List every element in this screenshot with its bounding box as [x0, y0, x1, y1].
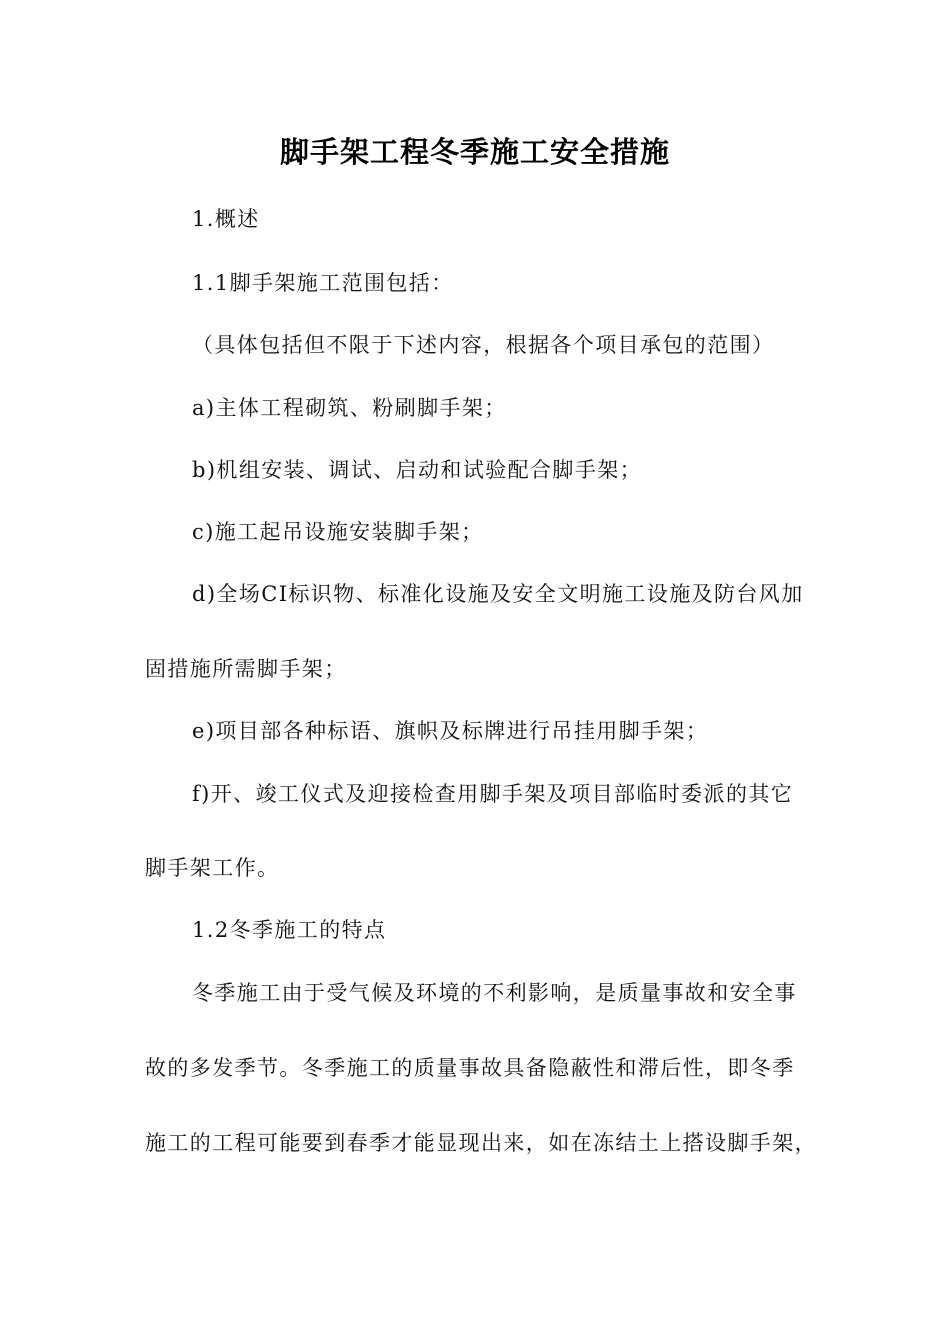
list-item-e: e)项目部各种标语、旗帜及标牌进行吊挂用脚手架；: [192, 719, 709, 743]
scope-note: （具体包括但不限于下述内容，根据各个项目承包的范围）: [192, 333, 775, 357]
body-paragraph-line-3: 施工的工程可能要到春季才能显现出来，如在冻结土上搭设脚手架，: [145, 1131, 817, 1155]
body-paragraph-line-1: 冬季施工由于受气候及环境的不利影响，是质量事故和安全事: [192, 981, 797, 1005]
list-item-a: a)主体工程砌筑、粉刷脚手架；: [192, 396, 507, 420]
list-item-f: f)开、竣工仪式及迎接检查用脚手架及项目部临时委派的其它: [192, 782, 794, 806]
list-item-b: b)机组安装、调试、启动和试验配合脚手架；: [192, 458, 643, 482]
list-item-d-continuation: 固措施所需脚手架；: [145, 657, 347, 681]
subsection-heading-winter: 1.2冬季施工的特点: [192, 918, 387, 942]
section-heading-overview: 1.概述: [192, 207, 260, 231]
list-item-d: d)全场CI标识物、标准化设施及安全文明施工设施及防台风加: [192, 582, 804, 606]
document-title: 脚手架工程冬季施工安全措施: [279, 135, 670, 169]
list-item-c: c)施工起吊设施安装脚手架；: [192, 520, 484, 544]
subsection-heading-scope: 1.1脚手架施工范围包括：: [192, 271, 454, 295]
body-paragraph-line-2: 故的多发季节。冬季施工的质量事故具备隐蔽性和滞后性，即冬季: [145, 1056, 795, 1080]
list-item-f-continuation: 脚手架工作。: [145, 856, 280, 880]
